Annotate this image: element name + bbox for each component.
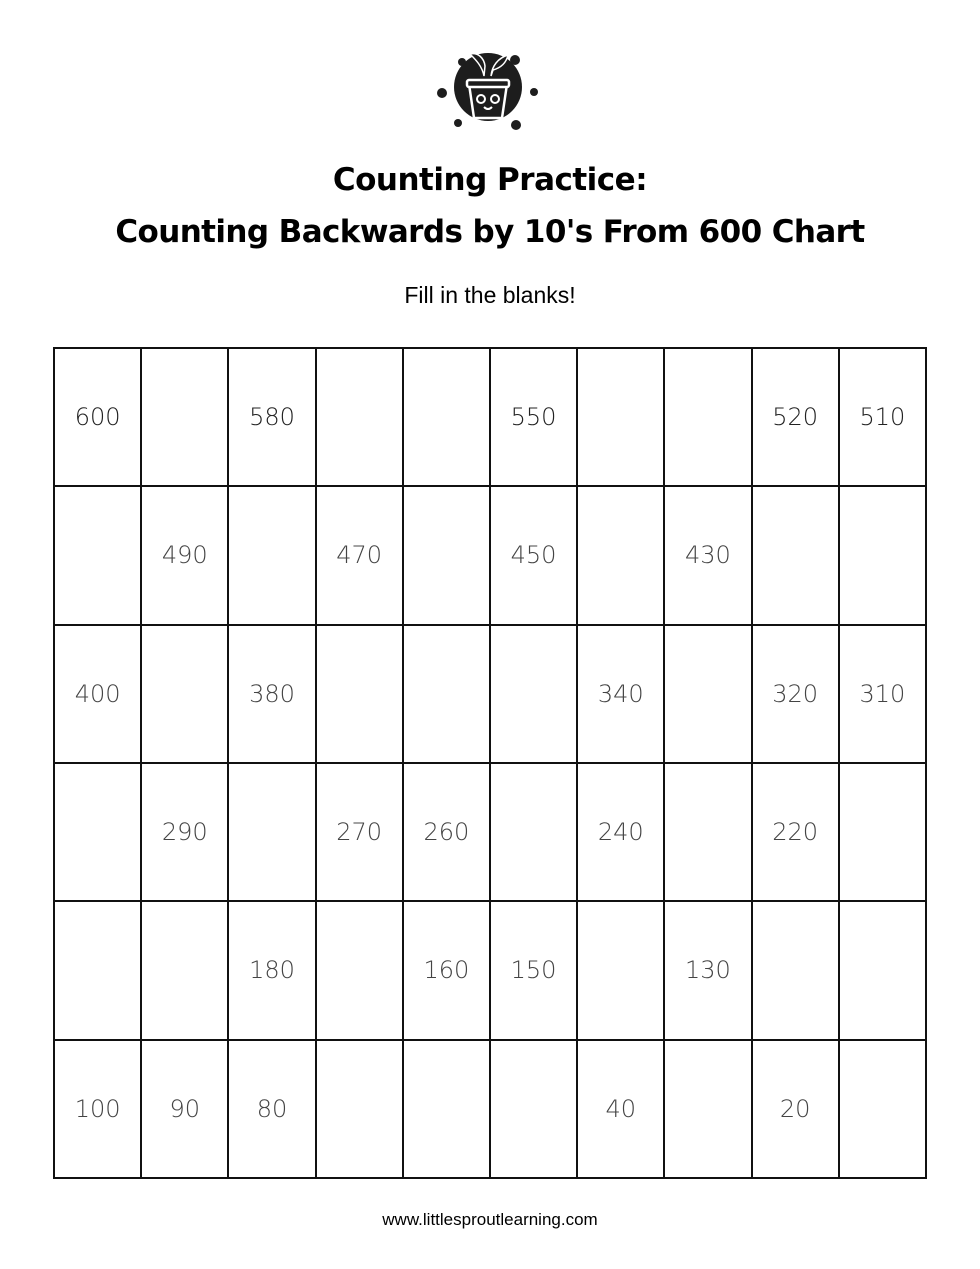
chart-row bbox=[54, 763, 926, 901]
blank-cell[interactable] bbox=[664, 1040, 751, 1178]
blank-cell[interactable] bbox=[403, 348, 490, 486]
number-cell: 40 bbox=[577, 1040, 664, 1178]
blank-cell[interactable] bbox=[54, 486, 141, 624]
blank-cell[interactable] bbox=[664, 625, 751, 763]
blank-cell[interactable] bbox=[141, 625, 228, 763]
worksheet-title: Counting Practice: bbox=[332, 162, 648, 198]
worksheet-subtitle: Counting Backwards by 10's From 600 Chart bbox=[115, 214, 865, 250]
blank-cell[interactable] bbox=[577, 348, 664, 486]
blank-cell[interactable] bbox=[141, 901, 228, 1039]
blank-cell[interactable] bbox=[664, 348, 751, 486]
blank-cell[interactable] bbox=[752, 901, 839, 1039]
number-cell: 600 bbox=[54, 348, 141, 486]
number-cell: 310 bbox=[839, 625, 926, 763]
blank-cell[interactable] bbox=[316, 348, 403, 486]
blank-cell[interactable] bbox=[839, 486, 926, 624]
blank-cell[interactable] bbox=[316, 901, 403, 1039]
number-cell: 130 bbox=[664, 901, 751, 1039]
number-cell: 380 bbox=[228, 625, 315, 763]
number-cell: 180 bbox=[228, 901, 315, 1039]
number-cell: 450 bbox=[490, 486, 577, 624]
blank-cell[interactable] bbox=[577, 901, 664, 1039]
number-cell: 550 bbox=[490, 348, 577, 486]
blank-cell[interactable] bbox=[316, 1040, 403, 1178]
blank-cell[interactable] bbox=[839, 901, 926, 1039]
chart-row bbox=[54, 625, 926, 763]
number-cell: 320 bbox=[752, 625, 839, 763]
blank-cell[interactable] bbox=[839, 763, 926, 901]
blank-cell[interactable] bbox=[403, 625, 490, 763]
number-cell: 150 bbox=[490, 901, 577, 1039]
chart-row bbox=[54, 1040, 926, 1178]
blank-cell[interactable] bbox=[403, 1040, 490, 1178]
number-cell: 580 bbox=[228, 348, 315, 486]
number-cell: 430 bbox=[664, 486, 751, 624]
blank-cell[interactable] bbox=[228, 486, 315, 624]
number-cell: 400 bbox=[54, 625, 141, 763]
number-cell: 290 bbox=[141, 763, 228, 901]
number-cell: 520 bbox=[752, 348, 839, 486]
chart-row bbox=[54, 486, 926, 624]
number-cell: 240 bbox=[577, 763, 664, 901]
number-cell: 510 bbox=[839, 348, 926, 486]
chart-row bbox=[54, 901, 926, 1039]
blank-cell[interactable] bbox=[490, 1040, 577, 1178]
blank-cell[interactable] bbox=[752, 486, 839, 624]
blank-cell[interactable] bbox=[403, 486, 490, 624]
blank-cell[interactable] bbox=[228, 763, 315, 901]
blank-cell[interactable] bbox=[141, 348, 228, 486]
blank-cell[interactable] bbox=[577, 486, 664, 624]
footer-url: www.littlesproutlearning.com bbox=[382, 1210, 598, 1229]
blank-cell[interactable] bbox=[316, 625, 403, 763]
number-cell: 490 bbox=[141, 486, 228, 624]
number-cell: 220 bbox=[752, 763, 839, 901]
blank-cell[interactable] bbox=[490, 763, 577, 901]
number-cell: 160 bbox=[403, 901, 490, 1039]
counting-chart bbox=[53, 347, 927, 1179]
number-cell: 260 bbox=[403, 763, 490, 901]
number-cell: 90 bbox=[141, 1040, 228, 1178]
number-cell: 470 bbox=[316, 486, 403, 624]
blank-cell[interactable] bbox=[664, 763, 751, 901]
instructions: Fill in the blanks! bbox=[404, 282, 576, 308]
number-cell: 20 bbox=[752, 1040, 839, 1178]
chart-row bbox=[54, 348, 926, 486]
blank-cell[interactable] bbox=[54, 763, 141, 901]
sprout-pot-logo-icon bbox=[436, 40, 540, 130]
blank-cell[interactable] bbox=[839, 1040, 926, 1178]
number-cell: 270 bbox=[316, 763, 403, 901]
number-cell: 340 bbox=[577, 625, 664, 763]
number-cell: 80 bbox=[228, 1040, 315, 1178]
number-cell: 100 bbox=[54, 1040, 141, 1178]
blank-cell[interactable] bbox=[490, 625, 577, 763]
blank-cell[interactable] bbox=[54, 901, 141, 1039]
